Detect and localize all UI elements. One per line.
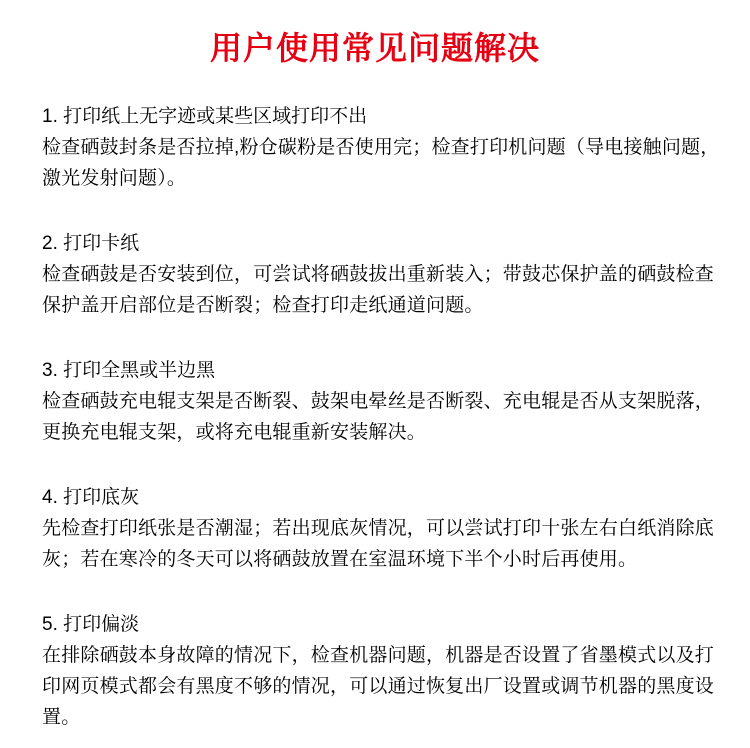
section-1-body-line: 检查硒鼓封条是否拉掉,粉仓碳粉是否使用完；检查打印机问题（导电接触问题，	[42, 137, 720, 158]
section-5-body-line: 在排除硒鼓本身故障的情况下，检查机器问题，机器是否设置了省墨模式以及打	[42, 645, 715, 666]
faq-section-1	[42, 101, 720, 194]
faq-section-2	[42, 228, 715, 321]
section-5-body-line: 印网页模式都会有黑度不够的情况，可以通过恢复出厂设置或调节机器的黑度设	[42, 676, 715, 697]
faq-section-5	[42, 609, 715, 733]
section-5-body-line: 置。	[42, 707, 81, 728]
section-3-body-line: 更换充电辊支架，或将充电辊重新安装解决。	[42, 422, 427, 443]
section-1-heading: 1. 打印纸上无字迹或某些区域打印不出	[42, 106, 368, 127]
section-2-body-line: 保护盖开启部位是否断裂；检查打印走纸通道问题。	[42, 295, 484, 316]
section-5-heading: 5. 打印偏淡	[42, 614, 140, 635]
section-1-body-line: 激光发射问题）。	[42, 168, 187, 189]
section-3-heading: 3. 打印全黑或半边黑	[42, 360, 216, 381]
section-4-body-line: 先检查打印纸张是否潮湿；若出现底灰情况，可以尝试打印十张左右白纸消除底	[42, 518, 715, 539]
section-2-heading: 2. 打印卡纸	[42, 233, 140, 254]
section-3-body-line: 检查硒鼓充电辊支架是否断裂、鼓架电晕丝是否断裂、充电辊是否从支架脱落，	[42, 391, 715, 412]
section-2-body-line: 检查硒鼓是否安装到位，可尝试将硒鼓拔出重新装入；带鼓芯保护盖的硒鼓检查	[42, 264, 715, 285]
faq-section-3	[42, 355, 715, 448]
section-4-body-line: 灰；若在寒冷的冬天可以将硒鼓放置在室温环境下半个小时后再使用。	[42, 549, 638, 570]
page-title: 用户使用常见问题解决	[209, 30, 540, 66]
section-4-heading: 4. 打印底灰	[42, 487, 140, 508]
faq-section-4	[42, 482, 715, 575]
faq-content	[0, 67, 750, 733]
